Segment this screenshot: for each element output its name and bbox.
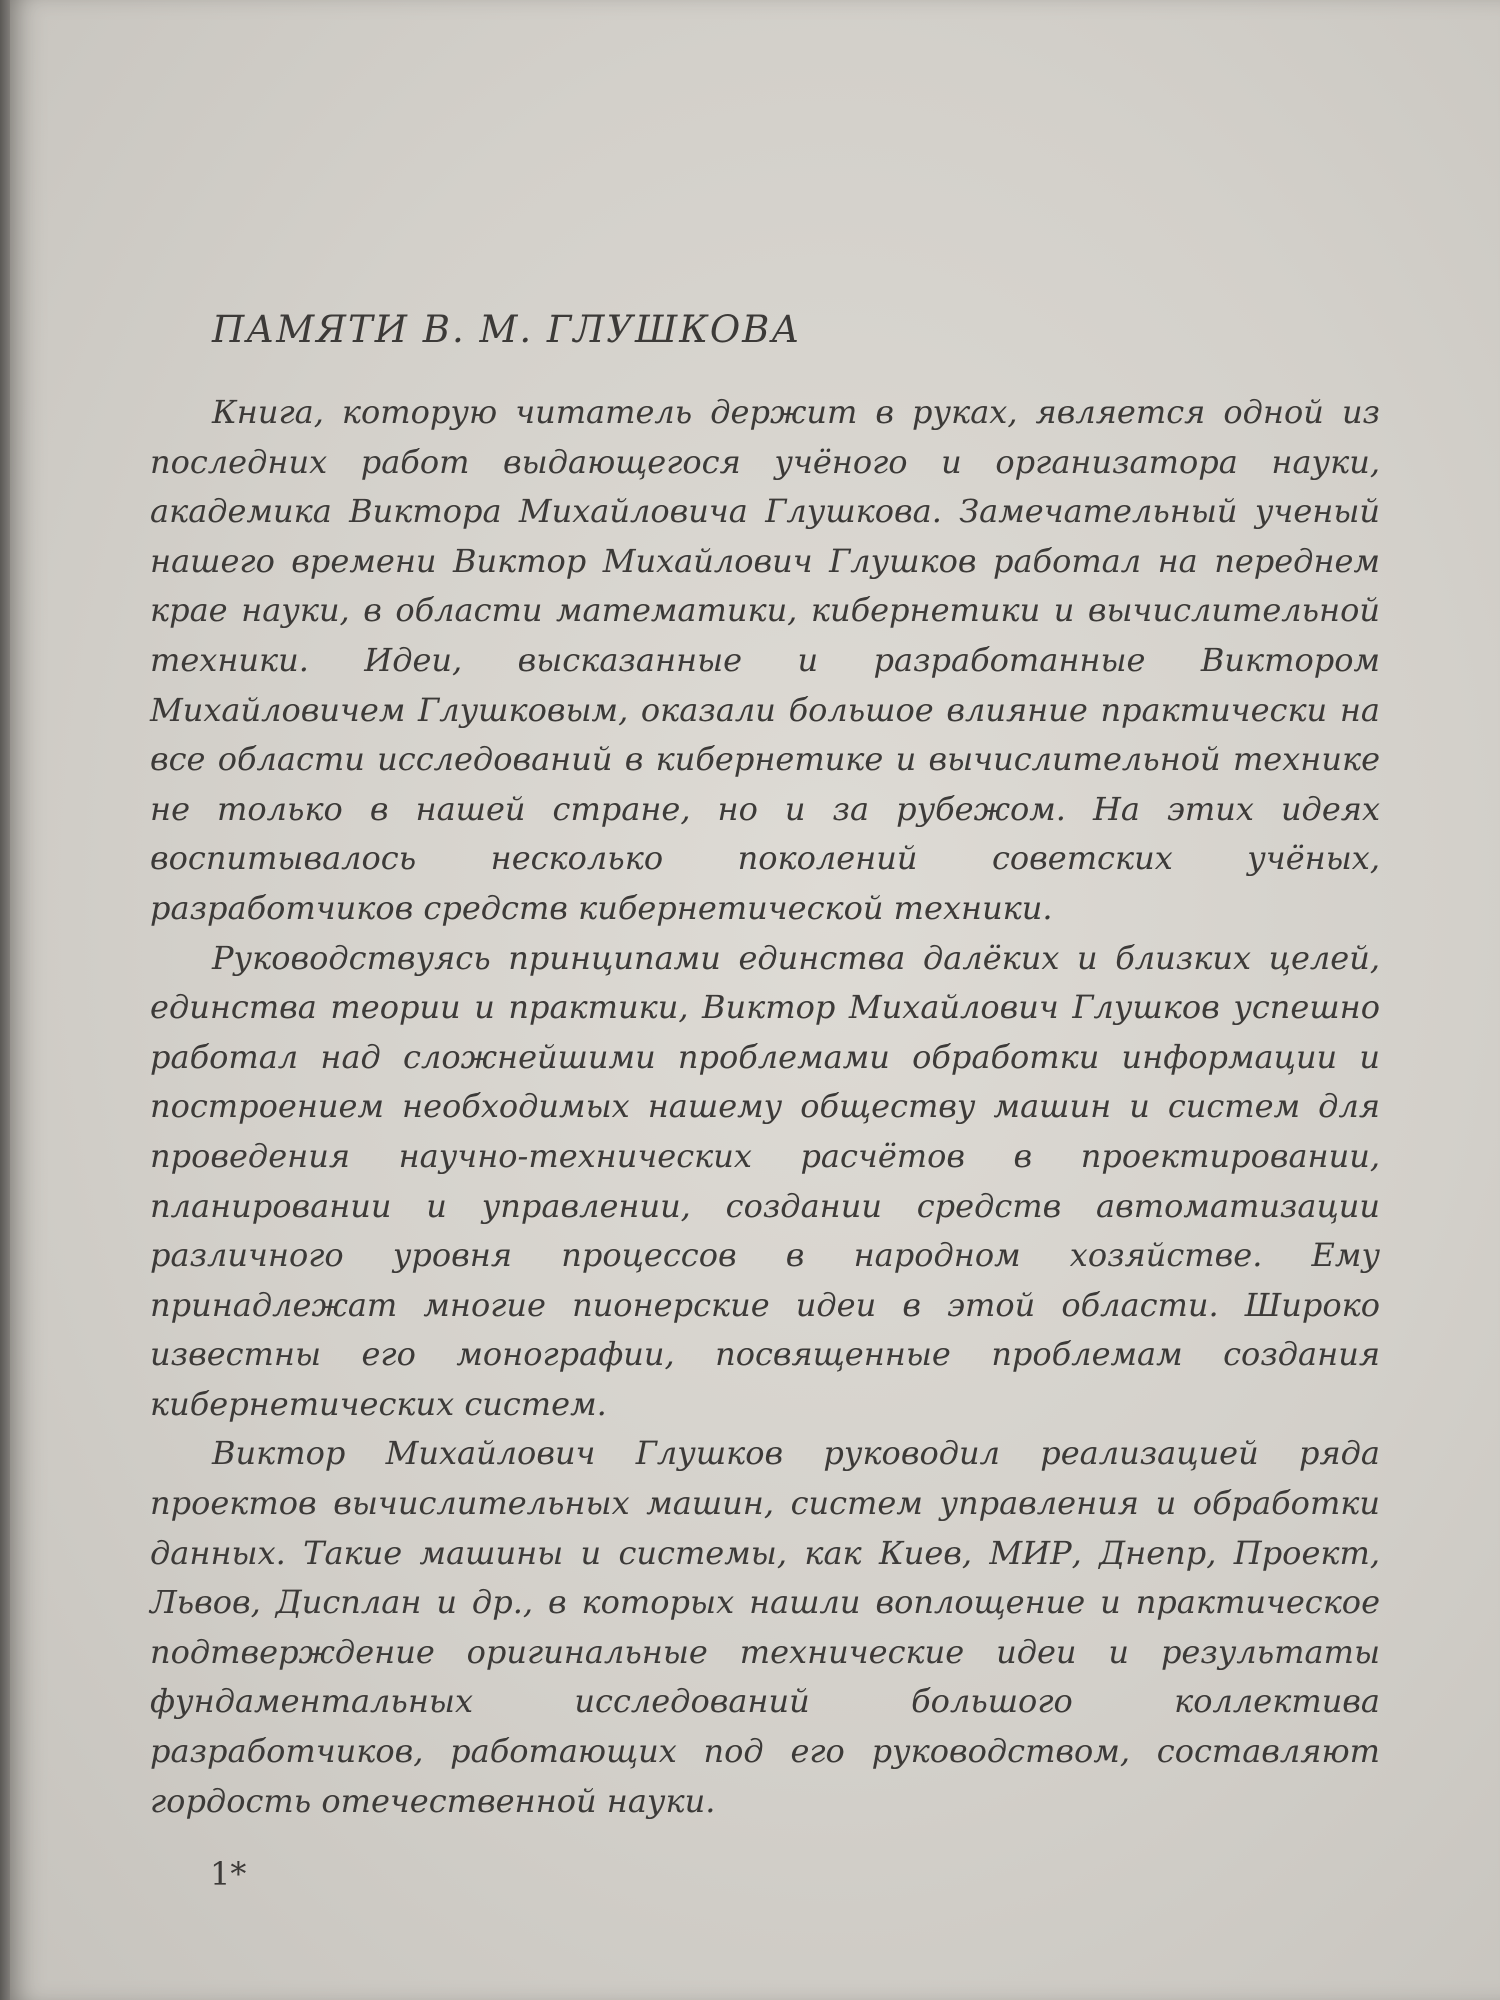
paragraph-2: Руководствуясь принципами единства далёких и близких целей, единства теории и практики, Виктор Михайлович Глушков успешно работал над сложнейшими проблемами обработки информации и построением необходимых нашему обществу машин и систем для проведения научно-технических расчётов в проектировании, планировании и управлении, создании средств автоматизации различного уровня процессов в народном хозяйстве. Ему принадлежат многие пионерские идеи в этой области. Широко известны его монографии, посвященные проблемам создания кибернетических систем. (150, 938, 1380, 1423)
page-title: ПАМЯТИ В. М. ГЛУШКОВА (212, 308, 802, 351)
text-block (150, 300, 1380, 1826)
signature-mark: 1* (210, 1855, 247, 1893)
paragraph-1: Книга, которую читатель держит в руках, является одной из последних работ выдающегося учёного и организатора науки, академика Виктора Михайловича Глушкова. Замечательный ученый нашего времени Виктор Михайлович Глушков работал на переднем крае науки, в области математики, кибернетики и вычислительной техники. Идеи, высказанные и разработанные Виктором Михайловичем Глушковым, оказали большое влияние практически на все области исследований в кибернетике и вычислительной технике не только в нашей стране, но и за рубежом. На этих идеях воспитывалось несколько поколений советских учёных, разработчиков средств кибернетической техники. (150, 393, 1380, 927)
paragraph-3: Виктор Михайлович Глушков руководил реализацией ряда проектов вычислительных машин, систем управления и обработки данных. Такие машины и системы, как Киев, МИР, Днепр, Проект, Львов, Дисплан и др., в которых нашли воплощение и практическое подтверждение оригинальные технические идеи и результаты фундаментальных исследований большого коллектива разработчиков, работающих под его руководством, составляют гордость отечественной науки. (150, 1434, 1380, 1820)
book-page (10, 0, 1500, 2000)
